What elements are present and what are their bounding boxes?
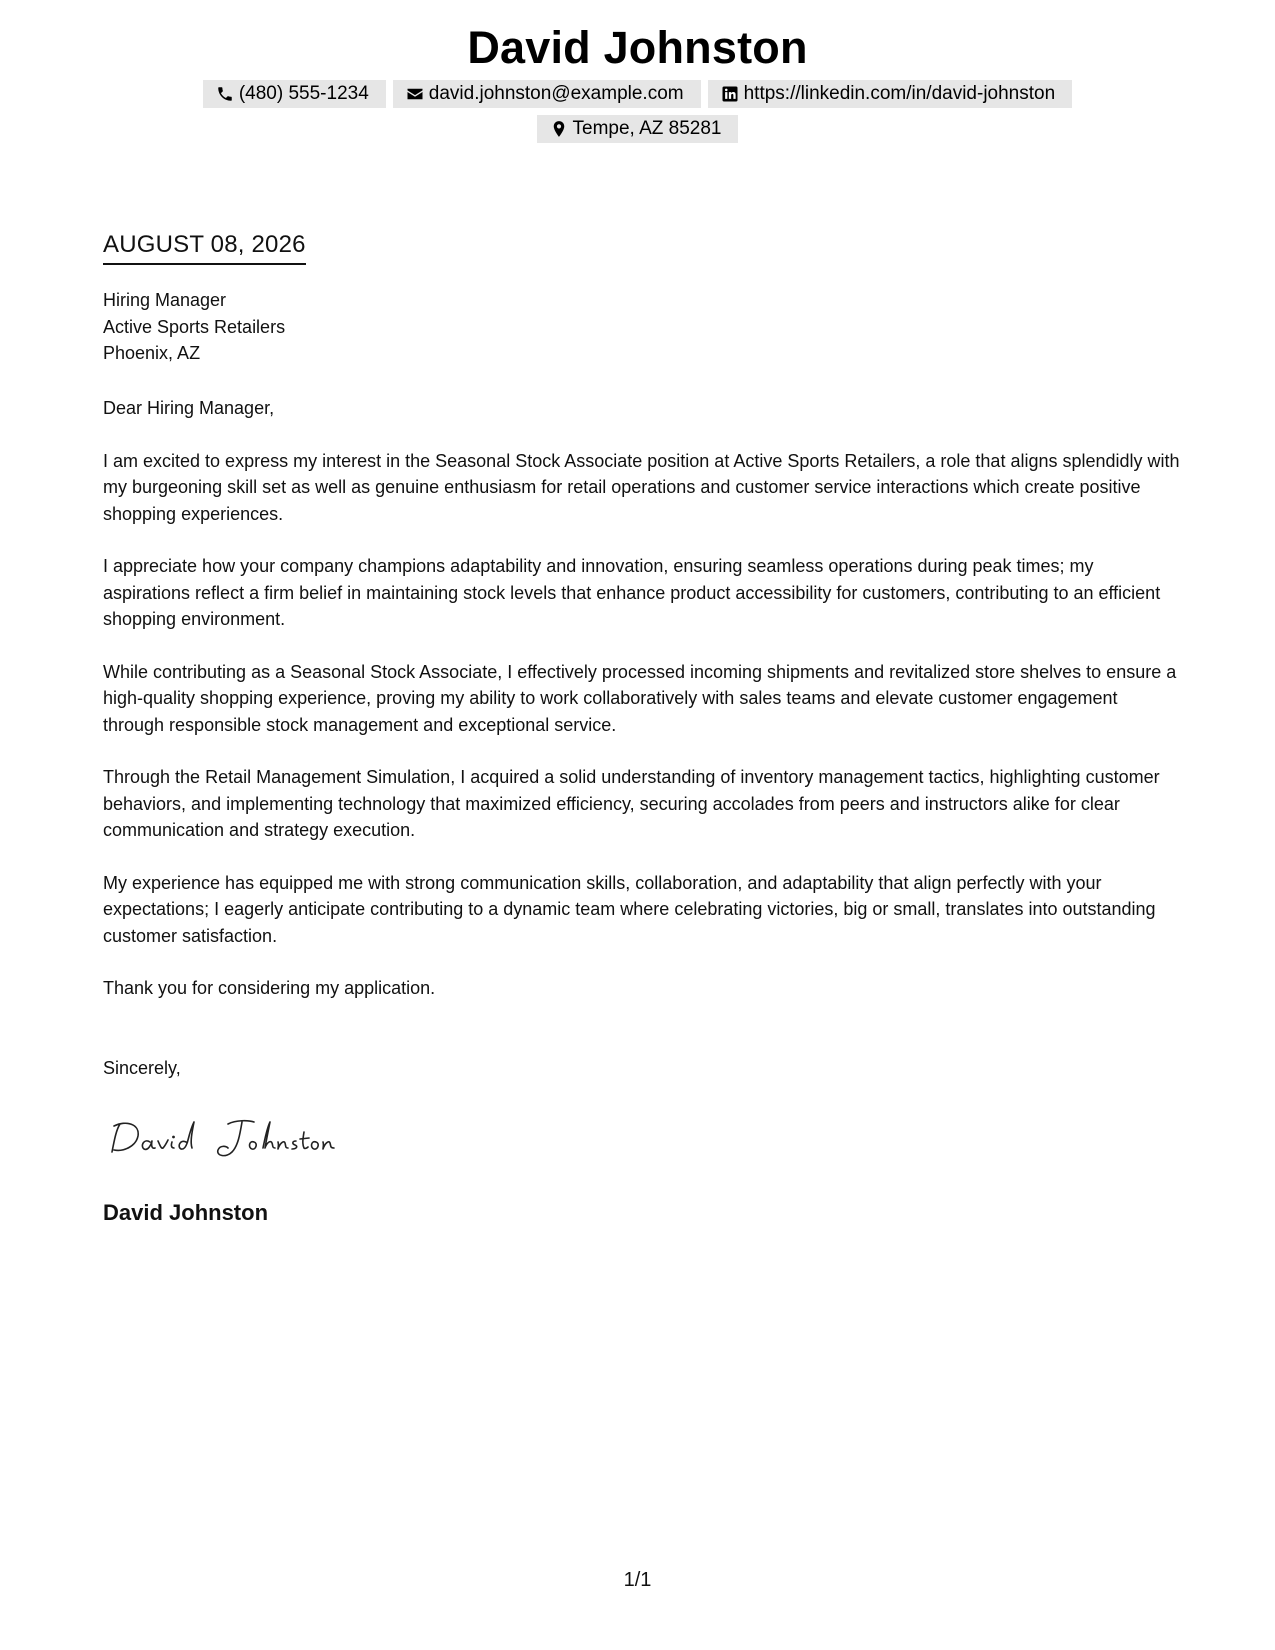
map-pin-icon	[550, 120, 568, 138]
body-paragraph: While contributing as a Seasonal Stock Associate, I effectively processed incoming shipments and revitalized store shelves to ensure a high-quality shopping experience, proving my ability to work collaboratively with sales teams and elevate customer engagement through responsible stock management and exceptional service.	[103, 661, 1177, 735]
body-paragraph: Through the Retail Management Simulation, I acquired a solid understanding of inventory management tactics, highlighting customer behaviors, and implementing technology that maximized efficiency, securing accolades from peers and instructors alike for clear communication and strategy execution.	[103, 767, 1160, 840]
email-text: david.johnston@example.com	[428, 83, 684, 104]
phone-icon	[216, 85, 234, 103]
signer-name: David Johnston	[103, 1200, 269, 1225]
contact-info-row-2	[0, 115, 1275, 143]
body-paragraph: I appreciate how your company champions adaptability and innovation, ensuring seamless operations during peak times; my aspirations reflect a firm belief in maintaining stock levels that enhance product accessibility for customers, contributing to an efficient shopping environment.	[103, 556, 1161, 629]
body-paragraph: I am excited to express my interest in the Seasonal Stock Associate position at Active Sports Retailers, a role that aligns splendidly with my burgeoning skill set as well as genuine enthusiasm for retail operations and customer service interactions which create positive shopping experiences.	[103, 450, 1180, 524]
location-chip	[537, 115, 739, 143]
body-paragraph: Thank you for considering my application.	[103, 978, 436, 998]
letter-body	[103, 395, 1183, 1028]
email-chip	[393, 80, 701, 108]
linkedin-text: https://linkedin.com/in/david-johnston	[743, 83, 1056, 104]
page-indicator: 1/1	[623, 1569, 652, 1591]
applicant-name: David Johnston	[467, 22, 808, 73]
phone-chip	[203, 80, 386, 108]
recipient-title: Hiring Manager	[103, 290, 227, 310]
recipient-location: Phoenix, AZ	[103, 343, 201, 363]
body-paragraph: My experience has equipped me with strong communication skills, collaboration, and adaptability that align perfectly with your expectations; I eagerly anticipate contributing to a dynamic team where celebrating victories, big or small, translates into outstanding customer satisfaction.	[103, 872, 1156, 946]
letter-date: AUGUST 08, 2026	[103, 228, 306, 265]
contact-info-row	[0, 80, 1275, 108]
location-text: Tempe, AZ 85281	[572, 118, 722, 139]
salutation: Dear Hiring Manager,	[103, 398, 275, 418]
envelope-icon	[406, 85, 424, 103]
closing: Sincerely,	[103, 1058, 181, 1078]
linkedin-chip	[708, 80, 1073, 108]
phone-text: (480) 555-1234	[238, 83, 369, 104]
recipient-block	[103, 287, 285, 367]
linkedin-icon	[721, 85, 739, 103]
recipient-company: Active Sports Retailers	[103, 316, 286, 337]
handwritten-signature	[108, 1112, 358, 1162]
